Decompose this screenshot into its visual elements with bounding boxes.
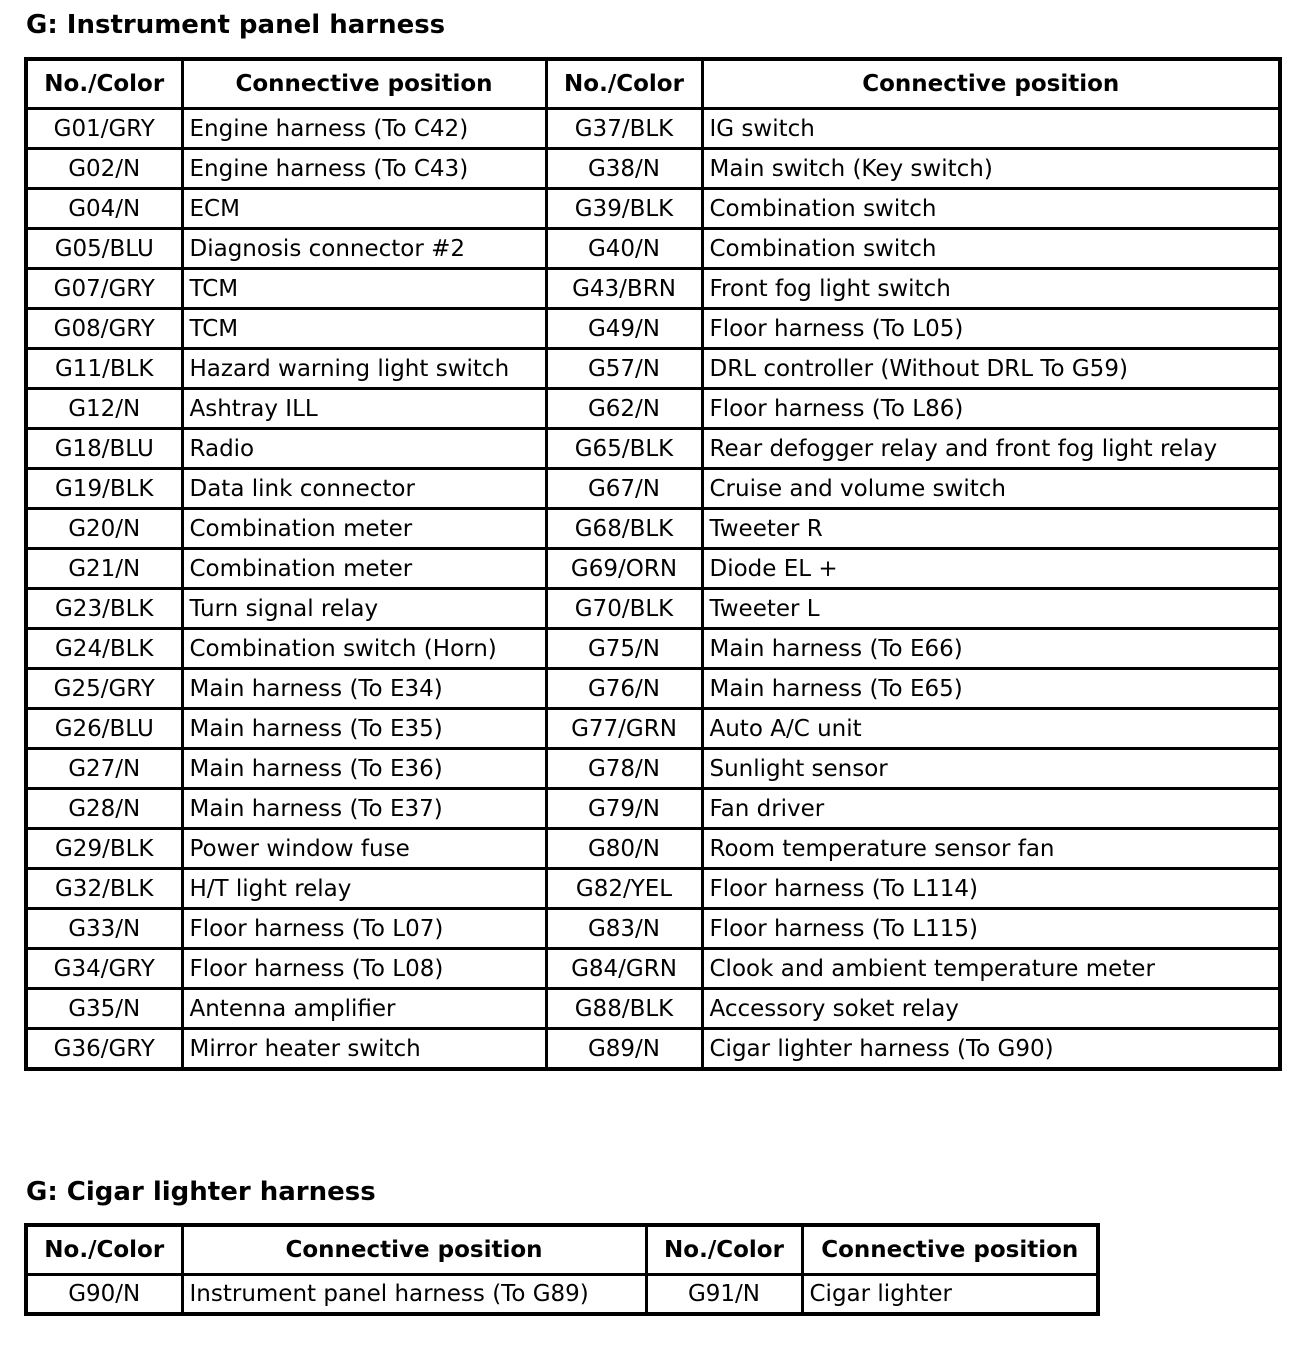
connector-code-cell: G19/BLK bbox=[26, 469, 182, 509]
connective-position-cell: Front fog light switch bbox=[702, 269, 1280, 309]
connector-code-cell: G34/GRY bbox=[26, 949, 182, 989]
connector-code-cell: G05/BLU bbox=[26, 229, 182, 269]
connector-code-cell: G68/BLK bbox=[546, 509, 702, 549]
cigar-lighter-harness-title: G: Cigar lighter harness bbox=[26, 1177, 376, 1207]
connective-position-cell: Cruise and volume switch bbox=[702, 469, 1280, 509]
table-row bbox=[26, 309, 1280, 349]
connector-code-cell: G04/N bbox=[26, 189, 182, 229]
connector-code-cell: G27/N bbox=[26, 749, 182, 789]
connective-position-cell: Main harness (To E36) bbox=[182, 749, 546, 789]
connective-position-cell: Combination switch (Horn) bbox=[182, 629, 546, 669]
connector-code-cell: G91/N bbox=[646, 1275, 802, 1315]
connector-code-cell: G80/N bbox=[546, 829, 702, 869]
connector-code-cell: G35/N bbox=[26, 989, 182, 1029]
table-row bbox=[26, 949, 1280, 989]
table-header-row bbox=[26, 59, 1280, 109]
table-header-row bbox=[26, 1225, 1098, 1275]
table-row bbox=[26, 589, 1280, 629]
table-row bbox=[26, 709, 1280, 749]
table-row bbox=[26, 1029, 1280, 1070]
connector-code-cell: G88/BLK bbox=[546, 989, 702, 1029]
connective-position-cell: Power window fuse bbox=[182, 829, 546, 869]
table-row bbox=[26, 509, 1280, 549]
connective-position-cell: Accessory soket relay bbox=[702, 989, 1280, 1029]
table-row bbox=[26, 549, 1280, 589]
connector-code-cell: G89/N bbox=[546, 1029, 702, 1070]
connector-code-cell: G08/GRY bbox=[26, 309, 182, 349]
connective-position-cell: Combination meter bbox=[182, 549, 546, 589]
connective-position-cell: ECM bbox=[182, 189, 546, 229]
connective-position-cell: TCM bbox=[182, 309, 546, 349]
table-row bbox=[26, 189, 1280, 229]
table-row bbox=[26, 269, 1280, 309]
header-no-color: No./Color bbox=[546, 59, 702, 109]
connector-code-cell: G11/BLK bbox=[26, 349, 182, 389]
connector-code-cell: G77/GRN bbox=[546, 709, 702, 749]
table-row bbox=[26, 749, 1280, 789]
connector-code-cell: G79/N bbox=[546, 789, 702, 829]
header-connective-position: Connective position bbox=[702, 59, 1280, 109]
connective-position-cell: Tweeter L bbox=[702, 589, 1280, 629]
connective-position-cell: Combination switch bbox=[702, 229, 1280, 269]
connective-position-cell: Mirror heater switch bbox=[182, 1029, 546, 1070]
connective-position-cell: Diagnosis connector #2 bbox=[182, 229, 546, 269]
connective-position-cell: Instrument panel harness (To G89) bbox=[182, 1275, 646, 1315]
connector-code-cell: G18/BLU bbox=[26, 429, 182, 469]
cigar-lighter-harness-table bbox=[24, 1223, 1100, 1316]
connector-code-cell: G20/N bbox=[26, 509, 182, 549]
connective-position-cell: Radio bbox=[182, 429, 546, 469]
header-no-color: No./Color bbox=[646, 1225, 802, 1275]
connector-code-cell: G28/N bbox=[26, 789, 182, 829]
connector-code-cell: G36/GRY bbox=[26, 1029, 182, 1070]
connective-position-cell: Floor harness (To L05) bbox=[702, 309, 1280, 349]
connector-code-cell: G23/BLK bbox=[26, 589, 182, 629]
connective-position-cell: Cigar lighter bbox=[802, 1275, 1098, 1315]
connector-code-cell: G02/N bbox=[26, 149, 182, 189]
connector-code-cell: G84/GRN bbox=[546, 949, 702, 989]
connector-code-cell: G83/N bbox=[546, 909, 702, 949]
connector-code-cell: G40/N bbox=[546, 229, 702, 269]
connector-code-cell: G43/BRN bbox=[546, 269, 702, 309]
connective-position-cell: Turn signal relay bbox=[182, 589, 546, 629]
connector-code-cell: G82/YEL bbox=[546, 869, 702, 909]
table-row bbox=[26, 629, 1280, 669]
connector-code-cell: G75/N bbox=[546, 629, 702, 669]
connective-position-cell: Floor harness (To L114) bbox=[702, 869, 1280, 909]
connective-position-cell: Combination switch bbox=[702, 189, 1280, 229]
connective-position-cell: Main harness (To E34) bbox=[182, 669, 546, 709]
connective-position-cell: Sunlight sensor bbox=[702, 749, 1280, 789]
connective-position-cell: Floor harness (To L86) bbox=[702, 389, 1280, 429]
connector-code-cell: G38/N bbox=[546, 149, 702, 189]
header-no-color: No./Color bbox=[26, 59, 182, 109]
table-row bbox=[26, 389, 1280, 429]
connector-code-cell: G12/N bbox=[26, 389, 182, 429]
connective-position-cell: TCM bbox=[182, 269, 546, 309]
connective-position-cell: Engine harness (To C43) bbox=[182, 149, 546, 189]
connective-position-cell: Main switch (Key switch) bbox=[702, 149, 1280, 189]
connector-code-cell: G29/BLK bbox=[26, 829, 182, 869]
connector-code-cell: G70/BLK bbox=[546, 589, 702, 629]
connector-code-cell: G62/N bbox=[546, 389, 702, 429]
header-connective-position: Connective position bbox=[802, 1225, 1098, 1275]
connective-position-cell: Hazard warning light switch bbox=[182, 349, 546, 389]
connective-position-cell: Diode EL + bbox=[702, 549, 1280, 589]
connective-position-cell: Tweeter R bbox=[702, 509, 1280, 549]
connector-code-cell: G90/N bbox=[26, 1275, 182, 1315]
connector-code-cell: G49/N bbox=[546, 309, 702, 349]
connector-code-cell: G37/BLK bbox=[546, 109, 702, 149]
table-row bbox=[26, 789, 1280, 829]
connector-code-cell: G33/N bbox=[26, 909, 182, 949]
connective-position-cell: H/T light relay bbox=[182, 869, 546, 909]
connective-position-cell: Floor harness (To L07) bbox=[182, 909, 546, 949]
connector-code-cell: G26/BLU bbox=[26, 709, 182, 749]
connective-position-cell: Ashtray ILL bbox=[182, 389, 546, 429]
header-connective-position: Connective position bbox=[182, 1225, 646, 1275]
table-row bbox=[26, 469, 1280, 509]
connective-position-cell: Engine harness (To C42) bbox=[182, 109, 546, 149]
connective-position-cell: Clook and ambient temperature meter bbox=[702, 949, 1280, 989]
table-row bbox=[26, 869, 1280, 909]
table-row bbox=[26, 1275, 1098, 1315]
connector-code-cell: G25/GRY bbox=[26, 669, 182, 709]
connective-position-cell: Combination meter bbox=[182, 509, 546, 549]
connector-code-cell: G24/BLK bbox=[26, 629, 182, 669]
connector-code-cell: G76/N bbox=[546, 669, 702, 709]
table-row bbox=[26, 109, 1280, 149]
connector-code-cell: G39/BLK bbox=[546, 189, 702, 229]
table-row bbox=[26, 829, 1280, 869]
connector-code-cell: G01/GRY bbox=[26, 109, 182, 149]
connective-position-cell: Rear defogger relay and front fog light relay bbox=[702, 429, 1280, 469]
table-row bbox=[26, 909, 1280, 949]
connective-position-cell: DRL controller (Without DRL To G59) bbox=[702, 349, 1280, 389]
connector-code-cell: G57/N bbox=[546, 349, 702, 389]
table-row bbox=[26, 349, 1280, 389]
instrument-panel-harness-table bbox=[24, 57, 1282, 1071]
connector-code-cell: G69/ORN bbox=[546, 549, 702, 589]
header-connective-position: Connective position bbox=[182, 59, 546, 109]
connective-position-cell: Auto A/C unit bbox=[702, 709, 1280, 749]
instrument-panel-harness-title: G: Instrument panel harness bbox=[26, 10, 446, 40]
table-row bbox=[26, 429, 1280, 469]
connective-position-cell: Main harness (To E37) bbox=[182, 789, 546, 829]
connective-position-cell: Main harness (To E66) bbox=[702, 629, 1280, 669]
connective-position-cell: Main harness (To E65) bbox=[702, 669, 1280, 709]
table-row bbox=[26, 989, 1280, 1029]
connector-code-cell: G67/N bbox=[546, 469, 702, 509]
connective-position-cell: Floor harness (To L115) bbox=[702, 909, 1280, 949]
connective-position-cell: Floor harness (To L08) bbox=[182, 949, 546, 989]
connective-position-cell: Fan driver bbox=[702, 789, 1280, 829]
connective-position-cell: Antenna amplifier bbox=[182, 989, 546, 1029]
connector-code-cell: G78/N bbox=[546, 749, 702, 789]
connector-code-cell: G21/N bbox=[26, 549, 182, 589]
connector-code-cell: G07/GRY bbox=[26, 269, 182, 309]
connector-code-cell: G65/BLK bbox=[546, 429, 702, 469]
connective-position-cell: Room temperature sensor fan bbox=[702, 829, 1280, 869]
table-row bbox=[26, 149, 1280, 189]
connective-position-cell: Main harness (To E35) bbox=[182, 709, 546, 749]
table-row bbox=[26, 229, 1280, 269]
connective-position-cell: Cigar lighter harness (To G90) bbox=[702, 1029, 1280, 1070]
connective-position-cell: IG switch bbox=[702, 109, 1280, 149]
connector-code-cell: G32/BLK bbox=[26, 869, 182, 909]
header-no-color: No./Color bbox=[26, 1225, 182, 1275]
table-row bbox=[26, 669, 1280, 709]
connective-position-cell: Data link connector bbox=[182, 469, 546, 509]
